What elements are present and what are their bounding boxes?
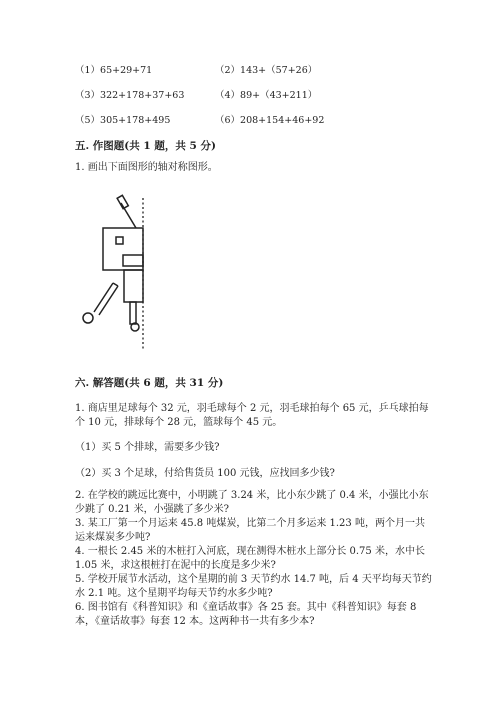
head-box xyxy=(103,228,143,270)
arm-line-3 xyxy=(113,283,118,286)
hand-circle xyxy=(83,313,93,323)
calc-item-3: （3）322+178+37+63 xyxy=(75,90,185,101)
calc-item-5: （5）305+178+495 xyxy=(75,115,171,126)
q1-line-2: 个 10 元，排球每个 28 元，篮球每个 45 元。 xyxy=(75,417,283,428)
foot-circle xyxy=(131,323,139,331)
calc-item-1: （1）65+29+71 xyxy=(75,65,153,76)
q2-line-1: 2. 在学校的跳远比赛中，小明跳了 3.24 米，比小东少跳了 0.4 米，小强比小东 xyxy=(75,490,429,501)
q3-line-2: 运来煤炭多少吨? xyxy=(75,532,151,543)
q6-line-2: 本，《童话故事》每套 12 本。这两种书一共有多少本? xyxy=(75,616,315,627)
arm-line-2 xyxy=(99,286,118,315)
q1-line-1: 1. 商店里足球每个 32 元，羽毛球每个 2 元，羽毛球拍每个 65 元，乒乓球拍每 xyxy=(75,403,429,414)
q4-line-2: 1.05 米，求这根桩打在泥中的长度是多少米? xyxy=(75,560,276,571)
q1-sub-2: （2）买 3 个足球，付给售货员 100 元钱，应找回多少钱? xyxy=(75,468,335,479)
section5-title: 五. 作图题(共 1 题，共 5 分) xyxy=(75,140,216,152)
eye-square xyxy=(116,237,123,244)
arm-line-1 xyxy=(94,283,113,312)
calc-item-4: （4）89+（43+211） xyxy=(215,90,318,101)
q5-line-1: 5. 学校开展节水活动，这个星期的前 3 天节约水 14.7 吨，后 4 天平均每天节约 xyxy=(75,574,432,585)
side-rect xyxy=(123,255,143,266)
q4-line-1: 4. 一根长 2.45 米的木桩打入河底，现在测得木桩水上部分长 0.75 米，水中长 xyxy=(75,546,425,557)
section5-question1: 1. 画出下面图形的轴对称图形。 xyxy=(75,162,218,173)
antenna-tip xyxy=(117,195,128,208)
section6-title: 六. 解答题(共 6 题，共 31 分) xyxy=(75,377,224,389)
q3-line-1: 3. 某工厂第一个月运来 45.8 吨煤炭，比第二个月多运来 1.23 吨，两个月一共 xyxy=(75,518,425,529)
calc-item-6: （6）208+154+46+92 xyxy=(215,115,325,126)
antenna-line xyxy=(121,203,136,228)
q1-sub-1: （1）买 5 个排球，需要多少钱? xyxy=(75,442,220,453)
q5-line-2: 水 2.1 吨。这个星期平均每天节约水多少吨? xyxy=(75,588,273,599)
q2-line-2: 少跳了 0.21 米，小强跳了多少米? xyxy=(75,504,229,515)
leg-rect xyxy=(130,302,136,324)
calc-item-2: （2）143+（57+26） xyxy=(215,65,318,76)
body-rect xyxy=(124,270,143,302)
q6-line-1: 6. 图书馆有《科普知识》和《童话故事》各 25 套。其中《科普知识》每套 8 xyxy=(75,602,417,613)
